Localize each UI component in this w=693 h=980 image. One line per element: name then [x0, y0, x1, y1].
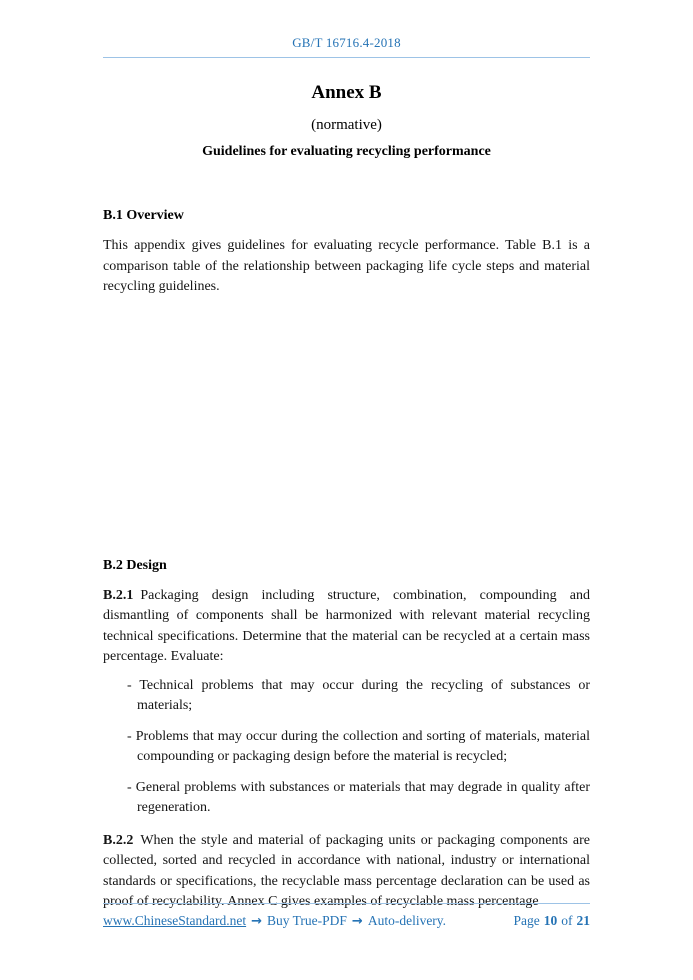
annex-subtitle: Guidelines for evaluating recycling performance: [202, 144, 491, 159]
footer-delivery-text: Auto-delivery.: [367, 913, 447, 928]
page-indicator: [510, 913, 591, 929]
header-rule: [103, 57, 590, 58]
annex-designation: (normative): [311, 117, 382, 133]
paragraph-b22-text: When the style and material of packaging units or packaging components are collected, sorted and recycled in accordance with national, industry or international standards or specifications, the recyclable mass percentage declaration can be used as proof of recyclability. Annex C gives examples of recyclable mass percentage: [103, 832, 590, 909]
paragraph-b1-body: This appendix gives guidelines for evaluating recycle performance. Table B.1 is a comparison table of the relationship between packaging life cycle steps and material recycling guidelines.: [103, 238, 590, 294]
page-header-standard-code: GB/T 16716.4-2018: [292, 35, 401, 50]
section-heading-b1: B.1 Overview: [103, 208, 184, 223]
arrow-right-icon: →: [251, 914, 263, 929]
chinesestandard-link[interactable]: www.ChineseStandard.net: [103, 913, 247, 928]
page-footer: [103, 903, 590, 929]
page-of-label: of: [561, 913, 573, 928]
bullet-item-technical-problems: - Technical problems that may occur during the recycling of substances or materials;: [127, 677, 590, 713]
arrow-right-icon: →: [351, 914, 363, 929]
paragraph-b21-text: Packaging design including structure, combination, compounding and dismantling of components shall be harmonized with relevant material recycling technical specifications. Determine that the material can be recycled at a certain mass percentage. Evaluate:: [103, 587, 590, 664]
clause-label-b21: B.2.1: [103, 587, 134, 603]
footer-promo: [103, 913, 446, 929]
page-current-number: 10: [543, 913, 558, 928]
page-total-number: 21: [576, 913, 590, 928]
section-heading-b2: B.2 Design: [103, 557, 167, 573]
bullet-item-collection-sorting: - Problems that may occur during the collection and sorting of materials, material compounding or packaging design before the material is recycled;: [127, 728, 590, 764]
clause-label-b22: B.2.2: [103, 832, 134, 848]
footer-buy-text: Buy True-PDF: [267, 913, 347, 928]
paragraph-b22: [103, 831, 590, 913]
bullet-list: [103, 676, 590, 819]
annex-title: Annex B: [311, 82, 382, 103]
bullet-item-quality-degradation: - General problems with substances or materials that may degrade in quality after regeneration.: [127, 779, 590, 815]
page-label: Page: [513, 913, 540, 928]
paragraph-b21: [103, 586, 590, 668]
